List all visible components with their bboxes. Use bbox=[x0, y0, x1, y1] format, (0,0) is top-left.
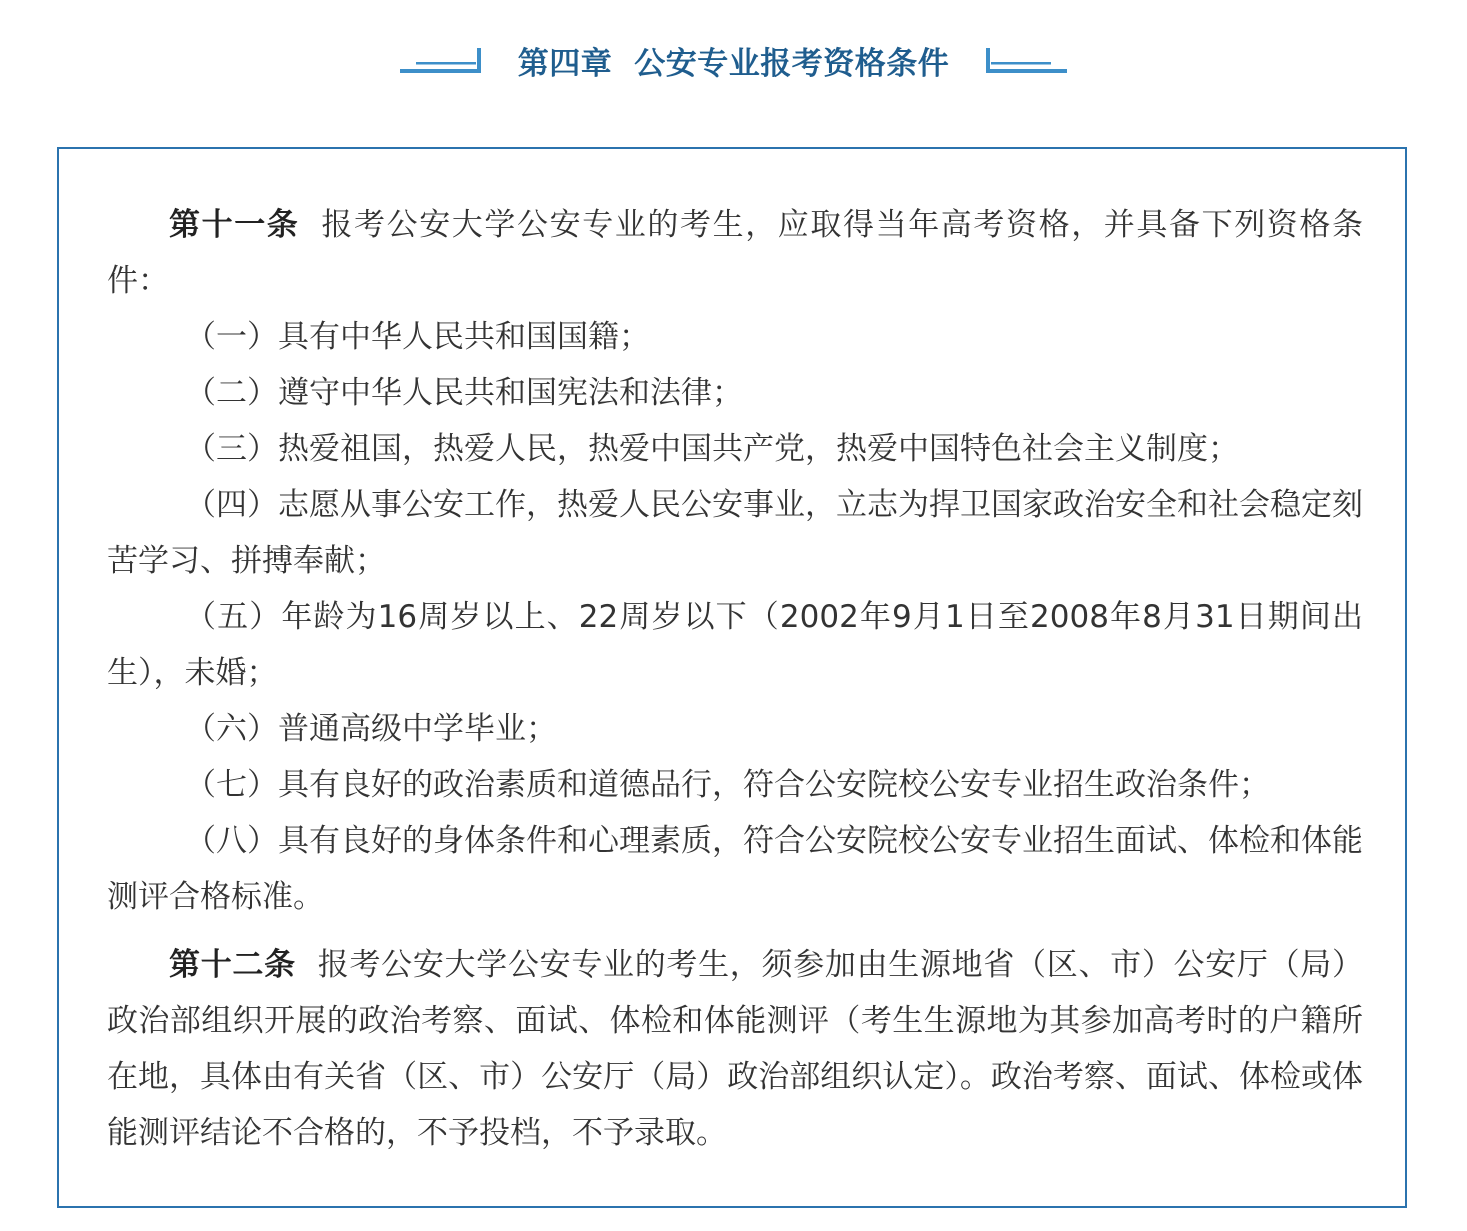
article-11 bbox=[107, 197, 1363, 309]
content-box bbox=[57, 147, 1407, 1208]
chapter-title bbox=[518, 38, 950, 83]
chapter-header bbox=[0, 36, 1467, 84]
article-text: 报考公安大学公安专业的考生，须参加由生源地省（区、市）公安厅（局）政治部组织开展的政治考察、面试、体检和体能测评（考生生源地为其参加高考时的户籍所在地，具体由有关省（区、市）公安厅（局）政治部组织认定）。政治考察、面试、体检或体能测评结论不合格的，不予投档，不予录取。 bbox=[107, 947, 1363, 1151]
list-item: （五）年龄为16周岁以上、22周岁以下（2002年9月1日至2008年8月31日期间出生），未婚； bbox=[107, 599, 1363, 691]
article-body bbox=[107, 197, 1363, 1161]
right-line-ornament-icon bbox=[983, 42, 1067, 78]
list-item: （八）具有良好的身体条件和心理素质，符合公安院校公安专业招生面试、体检和体能测评合格标准。 bbox=[107, 823, 1363, 915]
article-text: 报考公安大学公安专业的考生，应取得当年高考资格，并具备下列资格条件： bbox=[107, 207, 1364, 299]
chapter-number: 第四章 bbox=[517, 45, 613, 82]
list-item: （七）具有良好的政治素质和道德品行，符合公安院校公安专业招生政治条件； bbox=[185, 767, 1270, 803]
list-item: （二）遵守中华人民共和国宪法和法律； bbox=[185, 375, 743, 411]
list-item: （一）具有中华人民共和国国籍； bbox=[185, 319, 650, 355]
left-line-ornament-icon bbox=[400, 42, 484, 78]
article-label: 第十一条 bbox=[169, 207, 300, 243]
list-item: （六）普通高级中学毕业； bbox=[185, 711, 557, 747]
list-item: （三）热爱祖国，热爱人民，热爱中国共产党，热爱中国特色社会主义制度； bbox=[185, 431, 1239, 467]
article-12 bbox=[107, 937, 1363, 1161]
chapter-name: 公安专业报考资格条件 bbox=[634, 45, 950, 82]
article-label: 第十二条 bbox=[169, 947, 296, 983]
list-item: （四）志愿从事公安工作，热爱人民公安事业，立志为捍卫国家政治安全和社会稳定刻苦学习、拼搏奉献； bbox=[107, 487, 1363, 579]
